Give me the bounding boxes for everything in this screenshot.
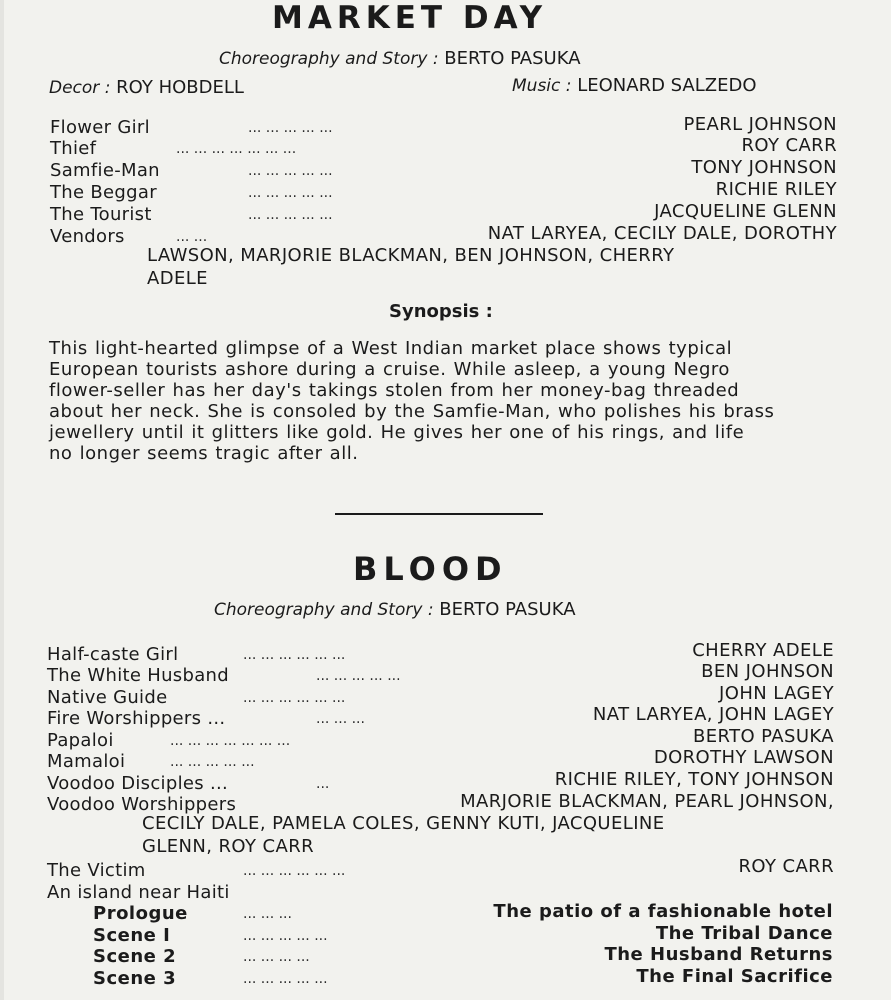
choreography-label: Choreography and Story : — [219, 49, 439, 69]
blood-cast-dots: ... — [316, 776, 330, 792]
md-cast-actor: JACQUELINE GLENN — [654, 201, 837, 222]
blood-cast-dots: ... ... ... — [316, 711, 365, 727]
synopsis-line: flower-seller has her day's takings stolen from her money-bag threaded — [49, 380, 740, 401]
blood-cast-actor: MARJORIE BLACKMAN, PEARL JOHNSON, — [460, 791, 834, 812]
md-cast-role: The Beggar — [50, 182, 157, 203]
md-cast-role: Vendors — [50, 226, 125, 247]
blood-choreography-credit — [214, 601, 576, 619]
blood-cast-dots: ... ... ... ... ... ... — [243, 690, 346, 706]
blood-cast-role: The White Husband — [47, 665, 229, 686]
market-day-choreography-credit — [219, 50, 581, 68]
scene-dots: ... ... ... ... ... — [243, 928, 328, 944]
md-cast-dots: ... ... ... ... ... — [248, 120, 333, 136]
scene-name: Scene I — [93, 925, 171, 946]
synopsis-line: jewellery until it glitters like gold. He gives her one of his rings, and life — [49, 422, 745, 443]
music-credit — [512, 77, 757, 95]
md-cast-actor: ROY CARR — [741, 135, 837, 156]
blood-cast-role: Fire Worshippers ... — [47, 708, 226, 729]
blood-cast-actor: DOROTHY LAWSON — [653, 747, 834, 768]
scene-name: Scene 3 — [93, 968, 177, 989]
scene-dots: ... ... ... ... — [243, 949, 310, 965]
worshippers-continuation: GLENN, ROY CARR — [142, 836, 315, 857]
blood-cast-dots: ... ... ... ... ... — [170, 754, 255, 770]
blood-cast-actor: BERTO PASUKA — [692, 726, 834, 747]
blood-title: BLOOD — [353, 550, 508, 588]
md-cast-dots: ... ... ... ... ... — [248, 163, 333, 179]
synopsis-line: no longer seems tragic after all. — [49, 443, 359, 464]
scene-name: Scene 2 — [93, 946, 177, 967]
victim-role: The Victim — [47, 860, 146, 881]
section-divider — [335, 513, 543, 515]
md-cast-role: The Tourist — [50, 204, 152, 225]
md-cast-role: Thief — [50, 138, 97, 159]
scene-description: The Husband Returns — [604, 944, 833, 965]
synopsis-line: European tourists ashore during a cruise. While asleep, a young Negro — [49, 359, 730, 380]
md-cast-actor: RICHIE RILEY — [715, 179, 837, 200]
victim-dots: ... ... ... ... ... ... — [243, 863, 346, 879]
scene-description: The Tribal Dance — [655, 923, 833, 944]
blood-cast-role: Half-caste Girl — [47, 644, 179, 665]
vendors-continuation: ADELE — [147, 268, 208, 289]
choreographer-name: BERTO PASUKA — [444, 48, 581, 69]
choreographer-name: BERTO PASUKA — [439, 599, 576, 620]
scene-dots: ... ... ... ... ... — [243, 971, 328, 987]
blood-cast-actor: RICHIE RILEY, TONY JOHNSON — [554, 769, 834, 790]
blood-cast-actor: NAT LARYEA, JOHN LAGEY — [592, 704, 834, 725]
decor-name: ROY HOBDELL — [116, 77, 244, 98]
md-cast-dots: ... ... — [176, 229, 208, 245]
setting-text: An island near Haiti — [47, 882, 230, 903]
synopsis-heading: Synopsis : — [389, 301, 493, 322]
blood-cast-dots: ... ... ... ... ... ... — [243, 647, 346, 663]
scene-description: The Final Sacrifice — [636, 966, 833, 987]
blood-cast-dots: ... ... ... ... ... ... ... — [170, 733, 291, 749]
music-label: Music : — [512, 76, 572, 96]
blood-cast-role: Mamaloi — [47, 751, 126, 772]
blood-cast-role: Voodoo Worshippers — [47, 794, 237, 815]
md-cast-dots: ... ... ... ... ... ... ... — [176, 141, 297, 157]
choreography-label: Choreography and Story : — [214, 600, 434, 620]
decor-credit — [49, 79, 244, 97]
page-edge — [0, 0, 4, 1000]
md-cast-role: Flower Girl — [50, 117, 150, 138]
md-cast-actor: PEARL JOHNSON — [683, 114, 837, 135]
md-cast-dots: ... ... ... ... ... — [248, 185, 333, 201]
scene-description: The patio of a fashionable hotel — [493, 901, 833, 922]
scene-name: Prologue — [93, 903, 188, 924]
market-day-title: MARKET DAY — [272, 0, 548, 36]
victim-actor: ROY CARR — [738, 856, 834, 877]
md-cast-dots: ... ... ... ... ... — [248, 207, 333, 223]
blood-cast-actor: JOHN LAGEY — [719, 683, 834, 704]
scene-dots: ... ... ... — [243, 906, 292, 922]
blood-cast-actor: CHERRY ADELE — [692, 640, 834, 661]
decor-label: Decor : — [49, 78, 111, 98]
md-cast-actor: TONY JOHNSON — [691, 157, 837, 178]
md-cast-actor: NAT LARYEA, CECILY DALE, DOROTHY — [487, 223, 837, 244]
blood-cast-dots: ... ... ... ... ... — [316, 668, 401, 684]
blood-cast-role: Native Guide — [47, 687, 168, 708]
blood-cast-role: Papaloi — [47, 730, 114, 751]
md-cast-role: Samfie-Man — [50, 160, 160, 181]
vendors-continuation: LAWSON, MARJORIE BLACKMAN, BEN JOHNSON, CHERRY — [147, 245, 675, 266]
blood-cast-role: Voodoo Disciples ... — [47, 773, 229, 794]
synopsis-line: This light-hearted glimpse of a West Indian market place shows typical — [49, 338, 733, 359]
music-name: LEONARD SALZEDO — [577, 75, 757, 96]
synopsis-line: about her neck. She is consoled by the Samfie-Man, who polishes his brass — [49, 401, 775, 422]
worshippers-continuation: CECILY DALE, PAMELA COLES, GENNY KUTI, JACQUELINE — [142, 813, 665, 834]
blood-cast-actor: BEN JOHNSON — [701, 661, 834, 682]
